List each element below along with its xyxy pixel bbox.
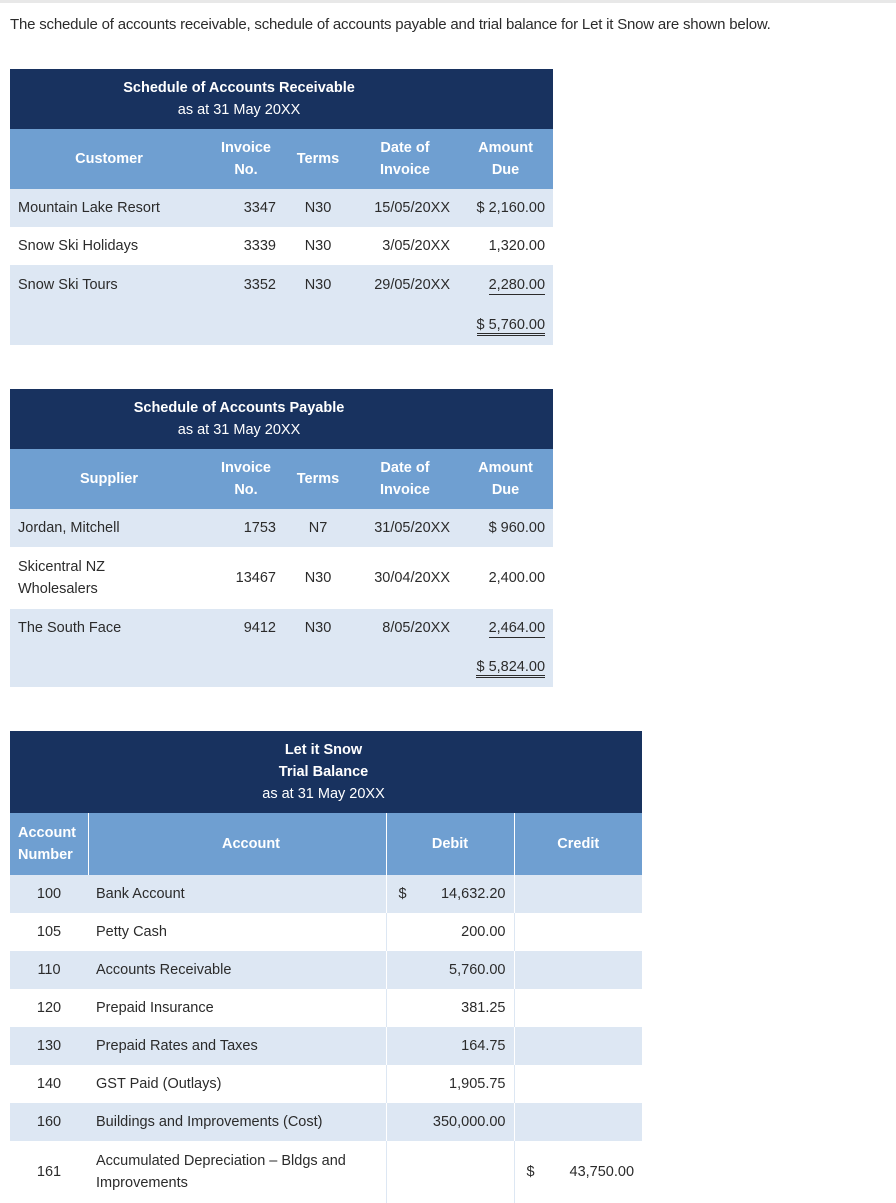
tb-debit: 381.25 — [386, 989, 514, 1027]
tb-account-name: Prepaid Insurance — [88, 989, 386, 1027]
ap-amount: 2,464.00 — [488, 620, 546, 636]
table-row — [10, 1027, 642, 1065]
ap-invoice-no: 13467 — [208, 547, 284, 609]
tb-account-number: 110 — [10, 951, 88, 989]
tb-account-name: Buildings and Improvements (Cost) — [88, 1103, 386, 1141]
ar-total: $ 5,760.00 — [477, 317, 546, 336]
ar-date: 15/05/20XX — [352, 189, 458, 227]
tb-account-number: 100 — [10, 875, 88, 913]
ar-header-customer: Customer — [10, 129, 208, 189]
ap-header-date: Date of Invoice — [352, 449, 458, 509]
ar-terms: N30 — [284, 189, 352, 227]
tb-account-name: Prepaid Rates and Taxes — [88, 1027, 386, 1065]
tb-credit — [514, 913, 642, 951]
ap-header-invoice: Invoice No. — [208, 449, 284, 509]
trial-balance-table — [10, 731, 642, 1203]
ar-amount: 2,280.00 — [488, 276, 546, 293]
ap-terms: N7 — [284, 509, 352, 547]
tb-credit-sign: $ — [526, 1164, 535, 1180]
ap-terms: N30 — [284, 547, 352, 609]
tb-account-name: Bank Account — [88, 875, 386, 913]
ap-total-row — [10, 647, 553, 687]
ar-header-invoice: Invoice No. — [208, 129, 284, 189]
tb-account-number: 105 — [10, 913, 88, 951]
ar-header-amount: Amount Due — [458, 129, 553, 189]
ap-subtitle: as at 31 May 20XX — [177, 422, 301, 438]
ap-date: 8/05/20XX — [352, 609, 458, 647]
ap-terms: N30 — [284, 609, 352, 647]
ar-title: Schedule of Accounts Receivable — [123, 80, 355, 96]
ar-invoice-no: 3347 — [208, 189, 284, 227]
tb-header-account: Account — [88, 813, 386, 875]
tb-header-credit: Credit — [514, 813, 642, 875]
tb-account-number: 140 — [10, 1065, 88, 1103]
ap-invoice-no: 9412 — [208, 609, 284, 647]
tb-debit: 5,760.00 — [386, 951, 514, 989]
tb-header-debit: Debit — [386, 813, 514, 875]
ap-title: Schedule of Accounts Payable — [133, 400, 345, 416]
table-row — [10, 609, 553, 647]
ap-amount: 2,400.00 — [458, 547, 553, 609]
ar-invoice-no: 3339 — [208, 227, 284, 265]
table-row — [10, 265, 553, 304]
table-row — [10, 509, 553, 547]
accounts-receivable-table — [10, 69, 553, 345]
tb-account-number: 130 — [10, 1027, 88, 1065]
tb-account-name: GST Paid (Outlays) — [88, 1065, 386, 1103]
ap-supplier-name: Skicentral NZ Wholesalers — [10, 547, 208, 609]
tb-debit — [386, 1141, 514, 1203]
table-row — [10, 227, 553, 265]
table-row — [10, 1103, 642, 1141]
tb-account-number: 160 — [10, 1103, 88, 1141]
ap-title-cell — [10, 389, 553, 449]
ap-supplier-name: Jordan, Mitchell — [10, 509, 208, 547]
tb-credit — [514, 951, 642, 989]
ap-date: 30/04/20XX — [352, 547, 458, 609]
ar-header-terms: Terms — [284, 129, 352, 189]
accounts-payable-table — [10, 389, 553, 687]
top-divider — [0, 0, 896, 3]
tb-header-account-number: Account Number — [10, 813, 88, 875]
tb-title: Trial Balance — [278, 764, 369, 780]
tb-account-number: 120 — [10, 989, 88, 1027]
tb-debit: 14,632.20 — [440, 886, 506, 902]
ar-customer-name: Snow Ski Holidays — [10, 227, 208, 265]
ar-amount: $ 2,160.00 — [458, 189, 553, 227]
tb-subtitle: as at 31 May 20XX — [262, 786, 385, 802]
tb-credit — [514, 1065, 642, 1103]
ar-header-date: Date of Invoice — [352, 129, 458, 189]
intro-text: The schedule of accounts receivable, schedule of accounts payable and trial balance for Let it Snow are shown below. — [10, 16, 771, 33]
ar-date: 3/05/20XX — [352, 227, 458, 265]
tb-company: Let it Snow — [284, 742, 363, 758]
ap-amount: $ 960.00 — [458, 509, 553, 547]
table-row — [10, 875, 642, 913]
tb-credit: 43,750.00 — [569, 1164, 635, 1180]
tb-credit — [514, 875, 642, 913]
table-row — [10, 989, 642, 1027]
ap-header-terms: Terms — [284, 449, 352, 509]
table-row — [10, 1141, 642, 1203]
ap-header-amount: Amount Due — [458, 449, 553, 509]
table-row — [10, 547, 553, 609]
tb-credit — [514, 989, 642, 1027]
ar-customer-name: Mountain Lake Resort — [10, 189, 208, 227]
tb-debit: 164.75 — [386, 1027, 514, 1065]
tb-credit — [514, 1027, 642, 1065]
table-row — [10, 913, 642, 951]
tb-debit: 200.00 — [386, 913, 514, 951]
ar-terms: N30 — [284, 265, 352, 304]
table-row — [10, 951, 642, 989]
ar-date: 29/05/20XX — [352, 265, 458, 304]
ap-supplier-name: The South Face — [10, 609, 208, 647]
tb-account-name: Accumulated Depreciation – Bldgs and Improvements — [88, 1141, 386, 1203]
tb-account-name: Petty Cash — [88, 913, 386, 951]
table-row — [10, 189, 553, 227]
table-row — [10, 1065, 642, 1103]
tb-debit: 350,000.00 — [386, 1103, 514, 1141]
tb-debit: 1,905.75 — [386, 1065, 514, 1103]
tb-account-number: 161 — [10, 1141, 88, 1203]
ar-amount: 1,320.00 — [458, 227, 553, 265]
ap-invoice-no: 1753 — [208, 509, 284, 547]
tb-account-name: Accounts Receivable — [88, 951, 386, 989]
ar-total-row — [10, 304, 553, 345]
ap-header-supplier: Supplier — [10, 449, 208, 509]
ap-total: $ 5,824.00 — [476, 659, 545, 678]
tb-title-cell — [10, 731, 642, 813]
ar-title-cell — [10, 69, 553, 129]
tb-credit — [514, 1103, 642, 1141]
ar-subtitle: as at 31 May 20XX — [177, 102, 301, 118]
tb-debit-sign: $ — [398, 886, 407, 902]
ar-invoice-no: 3352 — [208, 265, 284, 304]
ar-terms: N30 — [284, 227, 352, 265]
ap-date: 31/05/20XX — [352, 509, 458, 547]
ar-customer-name: Snow Ski Tours — [10, 265, 208, 304]
